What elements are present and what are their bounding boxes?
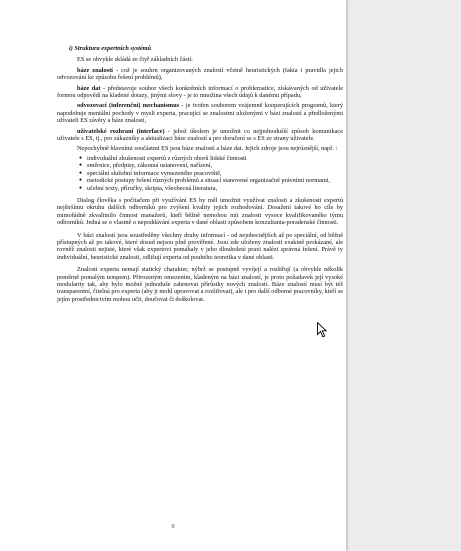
component-term: báze znalostí bbox=[77, 66, 113, 74]
component-knowledge-base bbox=[57, 67, 343, 82]
sources-list bbox=[57, 155, 343, 192]
paragraph-expert: Znalosti experta nemají statický charakter, nýbrž se postupně vyvíjejí a rozšiřují (a obvykle několik poměrně pomalým tempem). Přirozeným omezením, kladeným na bázi znalostí, je proto požadavek její vysoké modularity tak, aby bylo možné jednoduše zahrnovat přírůstky nových znalostí. Báze znalostí musí být též transparentní, čitelná pro experta (aby ji mohl upravovat a rozšiřovat), ale i pro další odborné pracovníky, kteří se jejím prostřednictvím mohou učit, doučovat či doškolovat. bbox=[57, 266, 343, 303]
component-text: - představuje soubor všech konkrétních informací o problematice, získávaných od uživatele formou odpovědí na kladené dotazy, jinými slovy - je to množina všech údajů k danému případu, bbox=[57, 84, 343, 100]
bullet-icon: ● bbox=[79, 163, 83, 169]
component-text: - jehož úkolem je umožnit co nejjednodušší způsob komunikace uživatele s ES, tj., pro zákazníky a aktualizaci báze znalostí a pro doručení se s ES ze strany uživatele. bbox=[57, 127, 343, 143]
section-heading: i) Struktura expertních systémů bbox=[69, 45, 152, 52]
list-item: ● individuální zkušenosti expertů z různých oborů lidské činnosti bbox=[79, 154, 247, 162]
component-text: - což je souhrn organizovaných znalostí včetně heuristických (fakta i pravidla jejich odvozování ke způsobu řešení problémů), bbox=[57, 66, 343, 82]
component-data-base bbox=[57, 85, 343, 100]
component-text: - je tvořen souborem vzájemně kooperujících programů, který napodobuje mentální pochody v mysli experta, pracující se znalostmi uloženými v bázi znalostí a předloženými uživateli ES závěry a báze znalostí, bbox=[57, 102, 343, 125]
component-inference-engine bbox=[57, 102, 343, 124]
list-item: ● učební texty, příručky, skripta, všeobecná literatura, bbox=[79, 184, 218, 192]
component-term: odvozovací (inferenční) mechanismus bbox=[77, 102, 180, 110]
page-number: 9 bbox=[171, 523, 175, 530]
list-item: ● směrnice, předpisy, zákonná ustanovení, nařízení, bbox=[79, 162, 213, 170]
arrow-cursor-icon bbox=[317, 322, 327, 338]
list-item: ● metodické postupy řešení různých problémů a situací stanovené organizačně právními normami, bbox=[79, 177, 331, 185]
intro-text: ES se obvykle skládá ze čtyř základních částí: bbox=[77, 56, 193, 64]
bullet-icon: ● bbox=[79, 170, 83, 176]
page-content bbox=[57, 45, 343, 303]
component-user-interface bbox=[57, 128, 343, 143]
paragraph-knowledge: V bázi znalostí jsou soustředěny všechny druhy informací - od nejobecnějších až po speciální, od běžně přístupných až po takové, které dosud nejsou plně prověřené. Jsou zde uloženy znalosti exaktně prokázané, ale rovněž znalosti nejisté, které však expertovi pomáhaly v jeho dlouholeté praxi nalézt správná řešení. Právě ty individuální, heuristické znalosti, odlišují experta od pouhého teoretika v dané oblasti. bbox=[57, 231, 343, 261]
component-term: báze dat bbox=[77, 84, 101, 92]
bullet-icon: ● bbox=[79, 155, 83, 161]
sources-intro: Nepochybně hlavními součástmi ES jsou báze znalostí a báze dat. Jejich zdroje jsou nejrůznější, např. : bbox=[77, 145, 338, 153]
list-item: ● speciální služební informace vymezeného pracoviště, bbox=[79, 169, 222, 177]
bullet-icon: ● bbox=[79, 185, 83, 191]
paragraph-dialog: Dialog člověka s počítačem při využívání ES by měl umožnit využívat znalosti a zkušenosti expertů nejširšímu okruhu dalších odborníků pro zvýšení kvality jejich rozhodování. Dosažení takové ho cíle by mimořádně zkvalitnilo činnost manažerů, kteří běžně nemohou mít znalosti vysoce kvalifikovaného týmu odborníků. Jedná se o vlastně o nepoddávání experta v dané oblasti způsobem konzultanta-poradenské činnosti. bbox=[57, 196, 343, 227]
component-term: uživatelské rozhraní (interface) bbox=[77, 127, 165, 135]
bullet-icon: ● bbox=[79, 178, 83, 184]
